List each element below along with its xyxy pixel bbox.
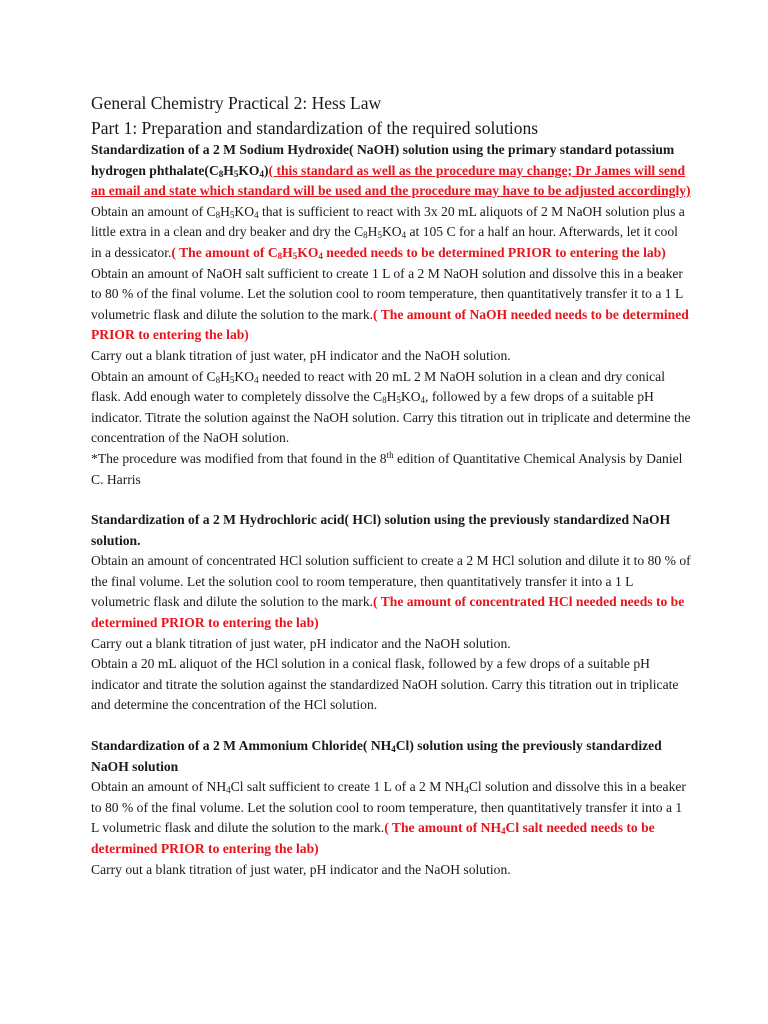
hcl-paragraph-2: Carry out a blank titration of just water, pH indicator and the NaOH solution. xyxy=(91,635,511,651)
naoh-prior-note-1: ( The amount of $C_8H_5KO_4$ needed needs to be determined PRIOR to entering the lab) xyxy=(171,244,666,261)
document-body xyxy=(91,90,691,880)
naoh-paragraph-2: Obtain an amount of NaOH salt sufficient to create 1 L of a 2 M NaOH solution and dissolve this in a beaker to 80 % of the final volume. Let the solution cool to room temperature, then quantitatively transfer it to a 1 L volumetric flask and dilute the solution to the mark.( The amount of NaOH needed needs to be determined PRIOR to entering the lab) xyxy=(91,265,689,343)
naoh-paragraph-4: Obtain an amount of $C_8H_5KO_4$ needed to react with 20 mL 2 M NaOH solution in a clean and dry conical flask. Add enough water to completely dissolve the $C_8H_5KO_4$, followed by a few drops of a suitable pH indicator. Titrate the solution against the NaOH solution. Carry this titration out in triplicate and determine the concentration of the NaOH solution. xyxy=(91,368,691,446)
hcl-paragraph-1: Obtain an amount of concentrated HCl solution sufficient to create a 2 M HCl solution and dilute it to 80 % of the final volume. Let the solution cool to room temperature, then quantitatively transfer it into a 1 L volumetric flask and dilute the solution to the mark.( The amount of concentrated HCl needed needs to be determined PRIOR to entering the lab) xyxy=(91,553,691,631)
part1-heading: Part 1: Preparation and standardization of the required solutions xyxy=(91,118,539,138)
naoh-paragraph-3: Carry out a blank titration of just water, pH indicator and the NaOH solution. xyxy=(91,347,511,363)
nh4cl-paragraph-2: Carry out a blank titration of just water, pH indicator and the NaOH solution. xyxy=(91,861,511,877)
naoh-standard-note: ( this standard as well as the procedure may change; Dr James will send an email and state which standard will be used and the procedure may have to be adjusted accordingly) xyxy=(91,162,691,199)
document-title: General Chemistry Practical 2: Hess Law xyxy=(91,93,382,113)
nh4cl-prior-note: ( The amount of $NH_4Cl$ salt needed needs to be determined PRIOR to entering the lab) xyxy=(91,820,655,856)
hcl-prior-note: ( The amount of concentrated HCl needed needs to be determined PRIOR to entering the lab) xyxy=(91,594,685,631)
hcl-paragraph-3: Obtain a 20 mL aliquot of the HCl solution in a conical flask, followed by a few drops of a suitable pH indicator and titrate the solution against the standardized NaOH solution. Carry this titration out in triplicate and determine the concentration of the HCl solution. xyxy=(91,656,679,713)
hcl-heading: Standardization of a 2 M Hydrochloric acid( HCl) solution using the previously standardized NaOH solution. xyxy=(91,512,671,548)
naoh-prior-note-2: ( The amount of NaOH needed needs to be determined PRIOR to entering the lab) xyxy=(91,306,689,343)
naoh-paragraph-1: Obtain an amount of $C_8H_5KO_4$ that is sufficient to react with 3x 20 mL aliquots of 2 M NaOH solution plus a little extra in a clean and dry beaker and dry the $C_8H_5KO_4$ at 105 C for a half an hour. Afterwards, let it cool in a dessicator.( The amount of $C_8H_5KO_4$ needed needs to be determined PRIOR to entering the lab) xyxy=(91,203,685,261)
nh4cl-paragraph-1: Obtain an amount of $NH_4Cl$ salt sufficient to create 1 L of a 2 M $NH_4Cl$ solution and dissolve this in a beaker to 80 % of the final volume. Let the solution cool to room temperature, then quantitatively transfer it into a 1 L volumetric flask and dilute the solution to the mark.( The amount of $NH_4Cl$ salt needed needs to be determined PRIOR to entering the lab) xyxy=(91,779,686,856)
naoh-heading: Standardization of a 2 M Sodium Hydroxide( NaOH) solution using the primary standard potassium hydrogen $phthalate(C_8H_5KO_4)$( this standard as well as the procedure may change; Dr James will send an email and state which standard will be used and the procedure may have to be adjusted accordingly) xyxy=(91,142,691,199)
naoh-footnote: *The procedure was modified from that found in the 8th edition of Quantitative Chemical Analysis by Daniel C. Harris xyxy=(91,449,683,487)
nh4cl-heading: Standardization of a 2 M Ammonium Chloride( $NH_4Cl$) solution using the previously standardized NaOH solution xyxy=(91,738,662,774)
